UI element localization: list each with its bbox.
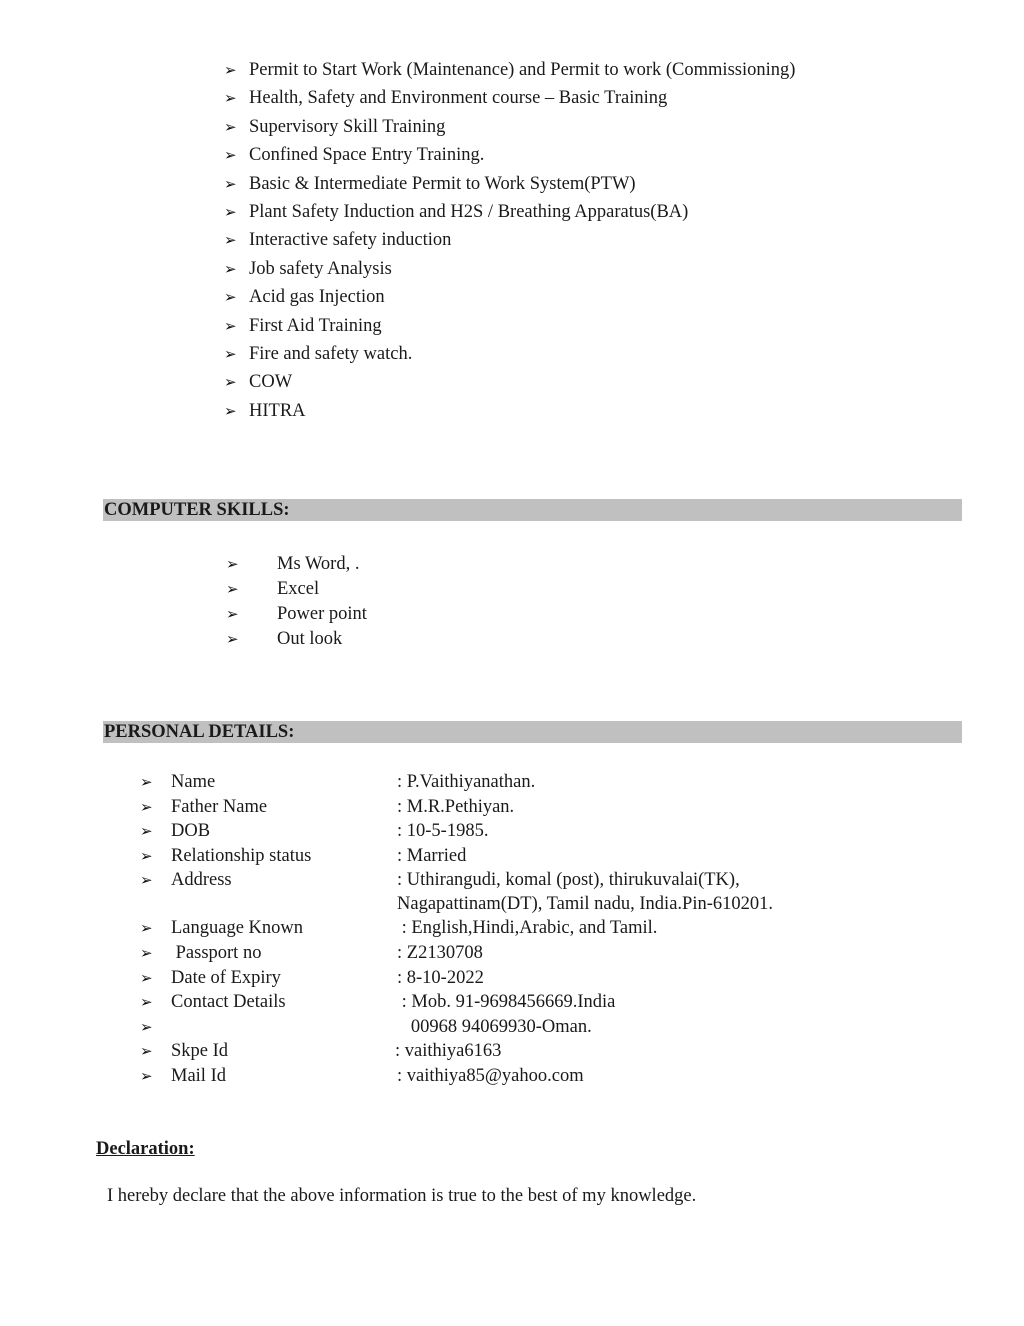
arrow-bullet-icon: ➢ [224,373,237,392]
arrow-bullet-icon: ➢ [224,401,237,420]
detail-label: Contact Details [171,992,286,1013]
training-item: Basic & Intermediate Permit to Work System(PTW) [249,173,636,194]
arrow-bullet-icon: ➢ [140,846,153,865]
detail-label: Address [171,870,232,891]
list-item [224,284,795,312]
list-item [224,57,795,85]
detail-row-expiry [140,966,773,991]
training-item: Plant Safety Induction and H2S / Breathing Apparatus(BA) [249,201,689,222]
detail-value: : Married [397,845,467,866]
arrow-bullet-icon: ➢ [224,146,237,165]
detail-value: : P.Vaithiyanathan. [397,772,536,792]
arrow-bullet-icon: ➢ [224,61,237,79]
list-item [224,142,795,170]
detail-value: : Z2130708 [397,942,483,963]
arrow-bullet-icon: ➢ [224,231,237,250]
detail-row-contact [140,990,773,1015]
arrow-bullet-icon: ➢ [224,316,237,335]
training-item: First Aid Training [249,315,382,336]
detail-value: : Uthirangudi, komal (post), thirukuvalai(TK), [397,870,740,891]
training-item: Interactive safety induction [249,230,452,251]
arrow-bullet-icon: ➢ [224,89,237,108]
arrow-bullet-icon: ➢ [140,919,153,938]
arrow-bullet-icon: ➢ [140,1017,153,1036]
detail-label: Father Name [171,796,268,817]
arrow-bullet-icon: ➢ [224,117,237,136]
list-item [224,341,795,369]
arrow-bullet-icon: ➢ [140,1066,153,1085]
list-item [226,627,367,652]
detail-label: Language Known [171,918,304,939]
arrow-bullet-icon: ➢ [226,555,239,573]
declaration-heading: Declaration: [96,1139,195,1159]
detail-label: Date of Expiry [171,967,281,988]
arrow-bullet-icon: ➢ [140,1042,153,1061]
detail-value: : vaithiya6163 [395,1041,502,1062]
arrow-bullet-icon: ➢ [224,174,237,193]
training-item: Supervisory Skill Training [249,116,446,137]
list-item [226,552,367,577]
detail-value: : English,Hindi,Arabic, and Tamil. [397,918,658,939]
list-item [226,602,367,627]
list-item [224,313,795,341]
computer-skills-heading: COMPUTER SKILLS: [103,499,962,521]
arrow-bullet-icon: ➢ [224,288,237,307]
training-item: Confined Space Entry Training. [249,145,485,166]
computer-skills-list [226,552,367,652]
arrow-bullet-icon: ➢ [140,773,153,791]
detail-label: DOB [171,821,211,842]
arrow-bullet-icon: ➢ [226,580,239,598]
training-item: Job safety Analysis [249,258,392,279]
detail-label: Relationship status [171,845,312,866]
training-item: Fire and safety watch. [249,343,413,364]
skill-item: Ms Word, . [277,554,360,574]
training-item: Health, Safety and Environment course – Basic Training [249,88,668,109]
training-item: Acid gas Injection [249,287,385,308]
list-item [224,256,795,284]
detail-row-language [140,916,773,941]
training-list [224,57,795,426]
training-item: HITRA [249,400,306,421]
arrow-bullet-icon: ➢ [224,202,237,221]
declaration-text: I hereby declare that the above information is true to the best of my knowledge. [107,1186,697,1206]
detail-label: Mail Id [171,1065,226,1086]
detail-row-passport [140,941,773,966]
arrow-bullet-icon: ➢ [140,943,153,962]
detail-row-dob [140,819,773,844]
detail-row-mail [140,1064,773,1089]
arrow-bullet-icon: ➢ [140,822,153,841]
detail-label [171,1015,397,1040]
detail-row-contact-oman [140,1015,773,1040]
skill-item: Excel [277,579,320,599]
detail-row-address [140,868,773,916]
list-item [224,85,795,113]
training-item: COW [249,372,293,393]
skill-item: Power point [277,604,367,624]
detail-value: : vaithiya85@yahoo.com [397,1065,584,1086]
list-item [224,171,795,199]
list-item [224,227,795,255]
detail-row-skype [140,1039,773,1064]
arrow-bullet-icon: ➢ [224,344,237,363]
list-item [224,369,795,397]
arrow-bullet-icon: ➢ [140,993,153,1012]
detail-value: : 8-10-2022 [397,967,484,988]
list-item [224,114,795,142]
arrow-bullet-icon: ➢ [224,259,237,278]
address-block [397,868,773,916]
detail-value: : M.R.Pethiyan. [397,796,515,817]
arrow-bullet-icon: ➢ [140,968,153,987]
skill-item: Out look [277,629,343,649]
training-item: Permit to Start Work (Maintenance) and Permit to work (Commissioning) [249,60,796,80]
detail-value-line2: Nagapattinam(DT), Tamil nadu, India.Pin-610201. [397,894,773,915]
arrow-bullet-icon: ➢ [226,605,239,623]
detail-value: : 10-5-1985. [397,821,489,842]
arrow-bullet-icon: ➢ [140,871,153,890]
personal-details-list [140,770,773,1089]
list-item [226,577,367,602]
arrow-bullet-icon: ➢ [140,797,153,816]
list-item [224,199,795,227]
arrow-bullet-icon: ➢ [226,630,239,648]
detail-row-relationship [140,844,773,869]
detail-row-father-name [140,795,773,820]
personal-details-heading: PERSONAL DETAILS: [103,721,962,743]
detail-row-name [140,770,773,795]
list-item [224,398,795,426]
detail-value: : Mob. 91-9698456669.India [397,992,616,1013]
detail-value: 00968 94069930-Oman. [397,1016,592,1037]
detail-label: Passport no [171,942,262,963]
detail-label: Skpe Id [171,1041,229,1062]
detail-label: Name [171,772,216,792]
